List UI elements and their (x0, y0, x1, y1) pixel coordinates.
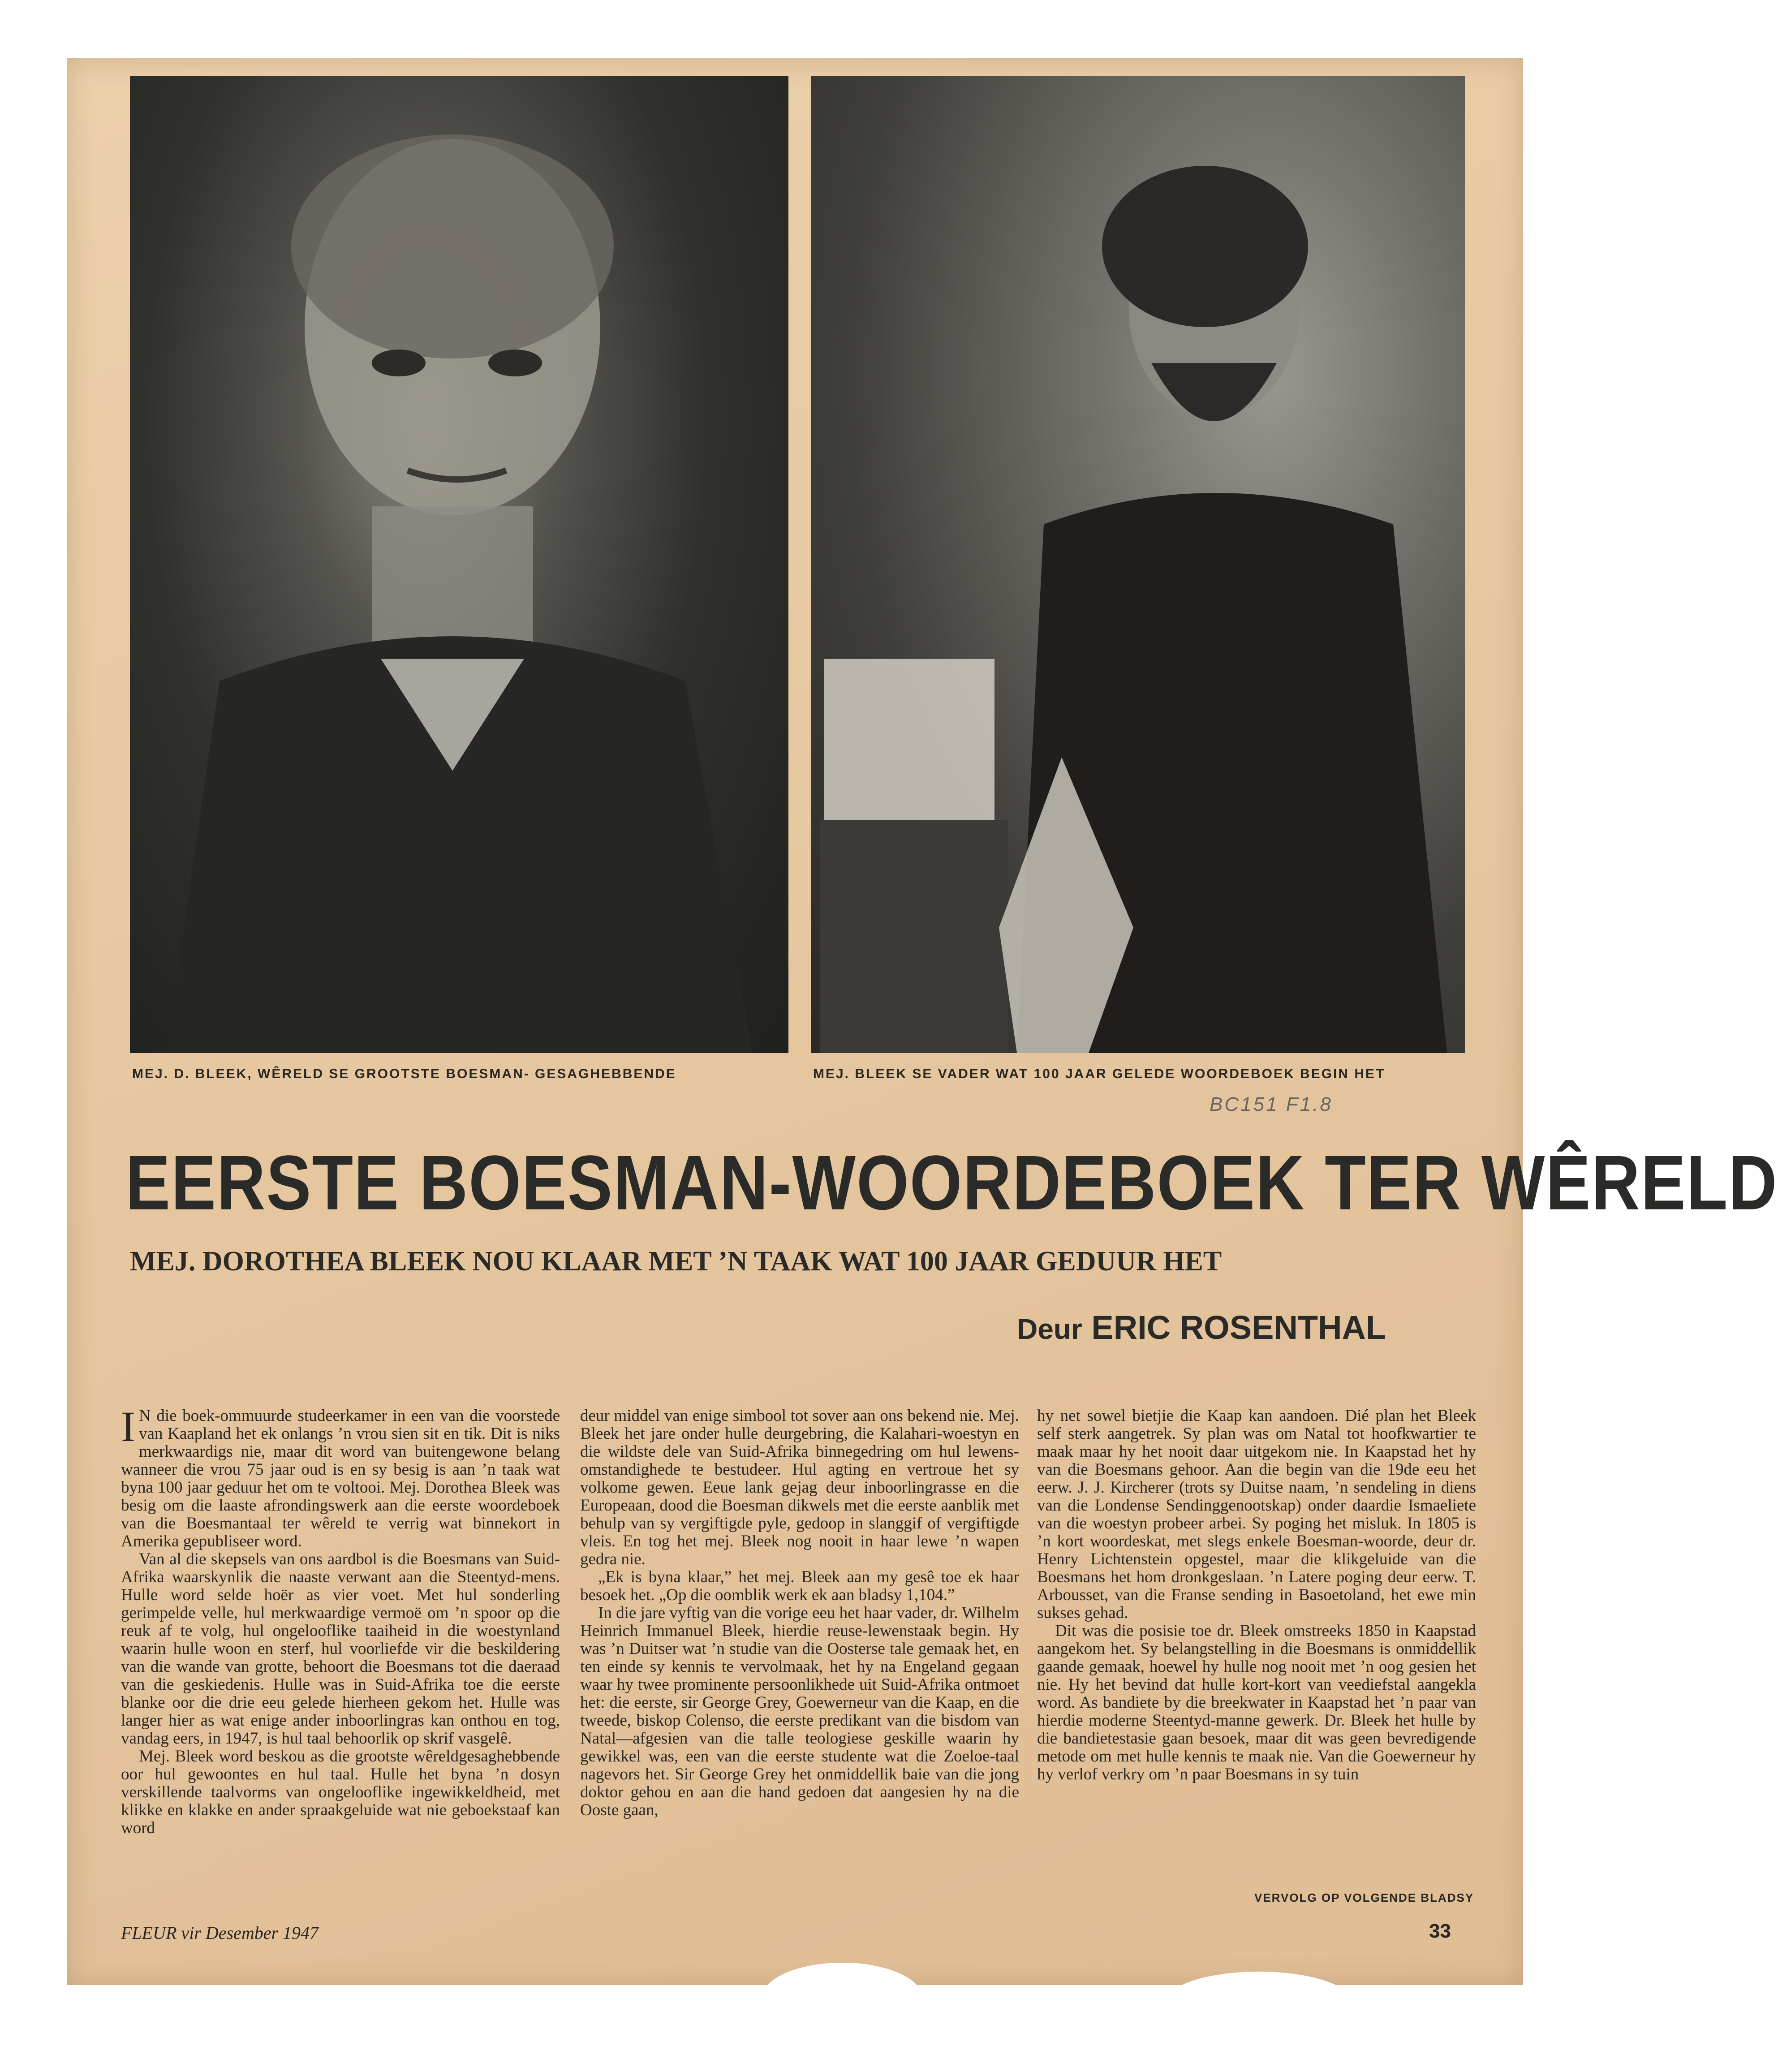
drop-cap: I (121, 1403, 135, 1450)
paragraph: Mej. Bleek word beskou as die grootste wêreldgesaghebbende oor hul gewoontes en hul taal. Hulle het byna ’n dosyn verskillende taalvorms van ongelooflike ingewikkeldheid, met klikke en klakke en ander spraakgeluide wat nie geboekstaaf kan word (121, 1747, 560, 1837)
paragraph: I N die boek-ommuurde studeerkamer in een van die voorstede van Kaapland het ek onlangs ’n vrou sien sit en tik. Dit is niks merkwaardigs nie, maar dit word van buitengewone belang wanneer die vrou 75 jaar oud is en sy besig is aan ’n taak wat byna 100 jaar geduur het om te voltooi. Mej. Dorothea Bleek was besig om die laaste afrondingswerk aan die eerste woordeboek van die Boesmantaal ter wêreld te verrig wat binnekort in Amerika gepubliseer word. (121, 1403, 560, 1550)
portrait-photo-dorothea-bleek (130, 76, 788, 1053)
continued-notice: VERVOLG OP VOLGENDE BLADSY (1254, 1891, 1474, 1904)
portrait-photo-wilhelm-bleek (811, 76, 1465, 1053)
handwritten-archive-note: BC151 F1.8 (1210, 1093, 1333, 1115)
paragraph: In die jare vyftig van die vorige eeu het haar vader, dr. Wilhelm Heinrich Immanuel Bleek, hierdie reuse-lewenstaak begin. Hy was ’n Duitser wat ’n studie van die Oosterse tale gemaak het, en ten einde sy kennis te vervolmaak, het hy na Engeland gegaan waar hy twee prominente persoonlikhede uit Suid-Afrika ontmoet het: die eerste, sir George Grey, Goewerneur van die Kaap, en die tweede, biskop Colenso, die eerste predikant van die bisdom van Natal—afgesien van die talle teologiese geskille waarin hy gewikkel was, een van die eerste studente wat die Zoeloe-taal nagevors het. Sir George Grey het onmiddellik baie van die jong doktor gehou en aan die hand gedoen dat aangesien hy na die Ooste gaan, (580, 1604, 1019, 1819)
byline (1017, 1308, 1386, 1347)
article-subheadline: MEJ. DOROTHEA BLEEK NOU KLAAR MET ’N TAAK WAT 100 JAAR GEDUUR HET (130, 1246, 1222, 1277)
publication-footer: FLEUR vir Desember 1947 (121, 1923, 319, 1943)
paragraph: Dit was die posisie toe dr. Bleek omstreeks 1850 in Kaapstad aangekom het. Sy belangstelling in die Boesmans is onmiddellik gaande gemaak, hoewel hy hulle nog nooit met ’n oog gesien het nie. Hy het bevind dat hulle kort-kort van veediefstal aangekla word. As bandiete by die breekwater in Kaapstad het ’n paar van hierdie moderne Steentyd-manne gewerk. Dr. Bleek het hulle by die bandietestasie gaan besoek, maar dit was geen bevredigende metode om met hulle kennis te maak nie. Van die Goewerneur hy hy verlof verkry om ’n paar Boesmans in sy tuin (1037, 1622, 1476, 1783)
paragraph: „Ek is byna klaar,” het mej. Bleek aan my gesê toe ek haar besoek het. „Op die oomblik werk ek aan bladsy 1,104.” (580, 1568, 1019, 1604)
byline-prefix: Deur (1017, 1313, 1082, 1345)
byline-author: ERIC ROSENTHAL (1091, 1309, 1386, 1346)
portrait-illustration (130, 76, 788, 1053)
photo-caption-right: MEJ. BLEEK SE VADER WAT 100 JAAR GELEDE WOORDEBOEK BEGIN HET (813, 1066, 1386, 1081)
paragraph: Van al die skepsels van ons aardbol is die Boesmans van Suid-Afrika waarskynlik die naaste verwant aan die Steentyd-mens. Hulle word selde hoër as vier voet. Met hul sonderling gerimpelde velle, hul merkwaardige vermoë om ’n spoor op die reuk af te volg, hul ongelooflike taaiheid in die woestynland waarin hulle woon en sterf, hul voorliefde vir die beskildering van die wande van grotte, behoort die Boesmans tot die daeraad van die geskiedenis. Hulle was in Suid-Afrika toe die eerste blanke oor die drie eeu gelede hierheen gekom het. Hulle was langer hier as wat enige ander inboorlingras kan onthou en tog, vandag eers, in 1947, is hul taal behoorlik op skrif vasgelê. (121, 1550, 560, 1748)
paragraph: deur middel van enige simbool tot sover aan ons bekend nie. Mej. Bleek het jare onder hulle deurgebring, die Kalahari-woestyn en die wildste dele van Suid-Afrika binnegedring om hul lewens-omstandighede te bestudeer. Hul agting en vertroue het sy volkome gewen. Eeue lank gejag deur inboorlingrasse en die Europeaan, dood die Boesman dikwels met die eerste aanblik met behulp van sy vergiftigde pyle, gedoop in slanggif of vergiftigde vleis. En tog het mej. Bleek nog nooit in haar lewe ’n wapen gedra nie. (580, 1407, 1019, 1568)
torn-edge (762, 1963, 923, 2034)
article-headline: EERSTE BOESMAN-WOORDEBOEK TER WÊRELD (125, 1139, 1778, 1226)
torn-edge (1165, 1972, 1353, 2034)
article-column-1 (121, 1403, 560, 1900)
portrait-illustration (811, 76, 1465, 1053)
article-column-3 (1037, 1407, 1476, 1873)
photo-caption-left: MEJ. D. BLEEK, WÊRELD SE GROOTSTE BOESMAN- GESAGHEBBENDE (132, 1066, 676, 1081)
article-column-2 (580, 1407, 1019, 1900)
page-number: 33 (1429, 1920, 1451, 1942)
paragraph: hy net sowel bietjie die Kaap kan aandoen. Dié plan het Bleek self sterk aangetrek. Sy plan was om Natal tot hoofkwartier te maak maar hy het nooit daar uitgekom nie. In Kaapstad het hy van die Boesmans gehoor. Aan die begin van die 19de eeu het eerw. J. J. Kircherer (trots sy Duitse naam, ’n sendeling in diens van die Londense Sendinggenootskap) onder daardie Ismaeliete van die woestyn probeer arbei. Sy poging het misluk. In 1805 is ’n kort woordeskat, met slegs enkele Boesman-woorde, deur dr. Henry Lichtenstein opgestel, maar die klikgeluide van die Boesmans het hom dronkgeslaan. ’n Latere poging deur eerw. T. Arbousset, van die Franse sending in Basoetoland, het ewe min sukses gehad. (1037, 1407, 1476, 1622)
